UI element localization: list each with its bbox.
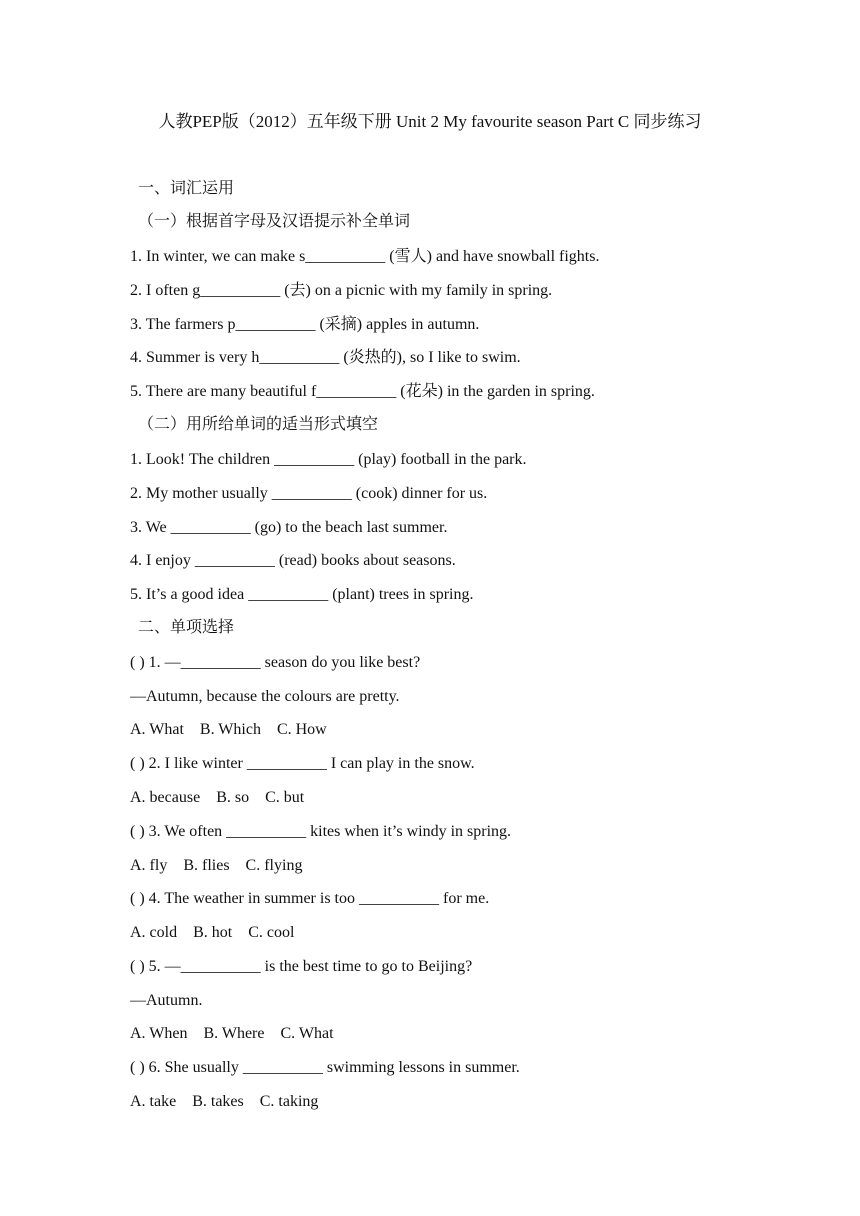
exercise-item: 1. In winter, we can make s__________ (雪人) and have snowball fights. (130, 248, 600, 265)
question-stem: ( ) 6. She usually __________ swimming lessons in summer. (130, 1059, 520, 1076)
question-stem: ( ) 4. The weather in summer is too __________ for me. (130, 890, 490, 907)
question-stem: ( ) 1. —__________ season do you like best? (130, 654, 421, 671)
section-heading-vocabulary: 一、词汇运用 (138, 180, 235, 197)
answer-options: A. When B. Where C. What (130, 1025, 334, 1042)
question-stem: ( ) 3. We often __________ kites when it’s windy in spring. (130, 823, 512, 840)
subsection-heading-word-completion: （一）根据首字母及汉语提示补全单词 (138, 213, 411, 230)
exercise-item: 5. It’s a good idea __________ (plant) trees in spring. (130, 586, 474, 603)
answer-options: A. fly B. flies C. flying (130, 857, 303, 874)
exercise-item: 4. Summer is very h__________ (炎热的), so I like to swim. (130, 349, 521, 366)
exercise-item: 4. I enjoy __________ (read) books about seasons. (130, 552, 456, 569)
answer-options: A. because B. so C. but (130, 789, 305, 806)
exercise-item: 5. There are many beautiful f__________ (花朵) in the garden in spring. (130, 383, 595, 400)
exercise-item: 2. I often g__________ (去) on a picnic with my family in spring. (130, 282, 553, 299)
answer-options: A. cold B. hot C. cool (130, 924, 295, 941)
answer-options: A. take B. takes C. taking (130, 1093, 319, 1110)
exercise-item: 3. The farmers p__________ (采摘) apples in autumn. (130, 316, 480, 333)
question-stem-continuation: —Autumn, because the colours are pretty. (130, 688, 400, 705)
answer-options: A. What B. Which C. How (130, 721, 327, 738)
section-heading-multiple-choice: 二、单项选择 (138, 619, 235, 636)
question-stem: ( ) 5. —__________ is the best time to go to Beijing? (130, 958, 473, 975)
question-stem-continuation: —Autumn. (130, 992, 203, 1009)
exercise-item: 3. We __________ (go) to the beach last summer. (130, 519, 448, 536)
exercise-item: 2. My mother usually __________ (cook) dinner for us. (130, 485, 488, 502)
subsection-heading-word-forms: （二）用所给单词的适当形式填空 (138, 416, 379, 433)
document-title: 人教PEP版（2012）五年级下册 Unit 2 My favourite season Part C 同步练习 (158, 112, 702, 131)
exercise-item: 1. Look! The children __________ (play) football in the park. (130, 451, 527, 468)
question-stem: ( ) 2. I like winter __________ I can play in the snow. (130, 755, 475, 772)
